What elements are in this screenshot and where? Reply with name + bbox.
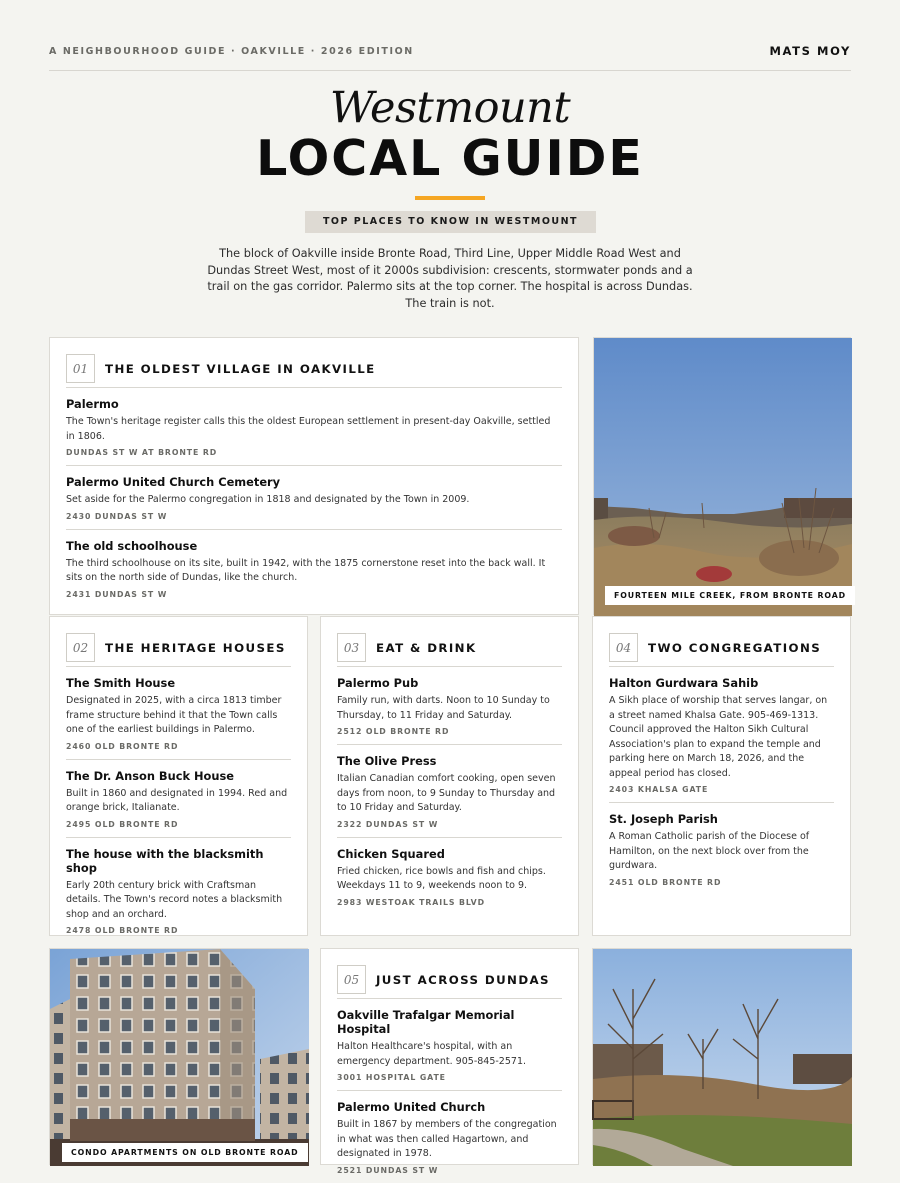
condo-photo bbox=[49, 948, 308, 1165]
entry-name: Oakville Trafalgar Memorial Hospital bbox=[337, 1008, 515, 1036]
section-number: 01 bbox=[66, 354, 95, 383]
list-item bbox=[609, 803, 834, 895]
trail-photo bbox=[592, 948, 851, 1165]
section-title: THE OLDEST VILLAGE IN OAKVILLE bbox=[105, 361, 376, 376]
entry-description: Early 20th century brick with Craftsman details. The Town's record notes a blacksmith shop and an orchard. bbox=[66, 879, 283, 920]
section-number: 04 bbox=[609, 633, 638, 662]
list-item bbox=[337, 667, 562, 745]
section-title: JUST ACROSS DUNDAS bbox=[376, 972, 550, 987]
section-title: TWO CONGREGATIONS bbox=[648, 640, 822, 655]
section-header bbox=[66, 350, 562, 388]
entry-name: The Dr. Anson Buck House bbox=[66, 768, 234, 783]
condo-image bbox=[50, 949, 309, 1166]
entry-name: The house with the blacksmith shop bbox=[66, 846, 264, 875]
section-number: 05 bbox=[337, 965, 366, 994]
entry-description: Fried chicken, rice bowls and fish and chips. Weekdays 11 to 9, weekends noon to 9. bbox=[337, 865, 546, 891]
creek-image bbox=[594, 338, 852, 616]
section-number: 03 bbox=[337, 633, 366, 662]
entry-address: 2521 DUNDAS ST W bbox=[337, 1165, 439, 1175]
entry-description: A Sikh place of worship that serves langar, on a street named Khalsa Gate. 905-469-1313. Council approved the Halton Sikh Cultural Association's plan to expand the temple and parking here on March 18, 2026, and the appeal period has closed. bbox=[609, 695, 828, 779]
entry-name: Palermo United Church bbox=[337, 1100, 486, 1114]
list-item bbox=[337, 745, 562, 838]
photo-caption: FOURTEEN MILE CREEK, FROM BRONTE ROAD bbox=[605, 586, 855, 605]
list-item bbox=[66, 530, 562, 607]
list-item bbox=[66, 667, 291, 760]
entry-description: Italian Canadian comfort cooking, open seven days from noon, to 9 Sunday to Thursday and to 10 Friday and Saturday. bbox=[337, 773, 556, 813]
entry-address: 2512 OLD BRONTE RD bbox=[337, 727, 450, 736]
section-title: EAT & DRINK bbox=[376, 640, 477, 655]
creek-photo bbox=[593, 337, 851, 615]
section-card-03 bbox=[320, 616, 579, 936]
entry-description: The Town's heritage register calls this the oldest European settlement in present-day Oakville, settled in 1806. bbox=[66, 416, 551, 442]
entry-address: 2431 DUNDAS ST W bbox=[66, 589, 168, 599]
edition-label: A NEIGHBOURHOOD GUIDE · OAKVILLE · 2026 EDITION bbox=[49, 46, 414, 57]
list-item bbox=[609, 667, 834, 803]
section-card-05 bbox=[320, 948, 579, 1175]
entry-address: 2983 WESTOAK TRAILS BLVD bbox=[337, 897, 485, 907]
list-item bbox=[337, 1091, 562, 1183]
list-item bbox=[337, 838, 562, 915]
top-bar bbox=[49, 44, 851, 71]
script-title: Westmount bbox=[329, 83, 571, 133]
entry-description: A Roman Catholic parish of the Diocese of Hamilton, on the next block over from the gurdwara. bbox=[609, 831, 810, 871]
brand-name[interactable]: MATS MOY bbox=[769, 44, 851, 58]
section-header bbox=[609, 629, 834, 667]
entry-name: Chicken Squared bbox=[337, 846, 445, 861]
entry-description: The third schoolhouse on its site, built in 1942, with the 1875 cornerstone reset into the back wall. It sits on the north side of Dundas, like the church. bbox=[66, 557, 546, 583]
entry-name: Halton Gurdwara Sahib bbox=[609, 676, 759, 690]
entry-name: Palermo bbox=[66, 397, 119, 411]
section-header bbox=[337, 629, 562, 667]
entry-address: 2322 DUNDAS ST W bbox=[337, 819, 439, 829]
list-item bbox=[66, 466, 562, 530]
entry-description: Halton Healthcare's hospital, with an emergency department. 905-845-2571. bbox=[337, 1041, 527, 1067]
entry-name: Palermo United Church Cemetery bbox=[66, 475, 281, 489]
entry-name: The old schoolhouse bbox=[66, 538, 198, 553]
section-title: THE HERITAGE HOUSES bbox=[105, 640, 286, 655]
section-header bbox=[337, 961, 562, 999]
section-card-04 bbox=[592, 616, 851, 936]
kicker-label: TOP PLACES TO KNOW IN WESTMOUNT bbox=[305, 211, 596, 233]
entry-name: The Olive Press bbox=[337, 754, 437, 768]
list-item bbox=[66, 838, 291, 944]
entry-address: 2478 OLD BRONTE RD bbox=[66, 926, 179, 935]
entry-description: Built in 1860 and designated in 1994. Red and orange brick, Italianate. bbox=[66, 787, 288, 813]
list-item bbox=[337, 999, 562, 1091]
entry-description: Set aside for the Palermo congregation in 1818 and designated by the Town in 2009. bbox=[66, 494, 470, 505]
entry-name: St. Joseph Parish bbox=[609, 812, 718, 826]
section-card-02 bbox=[49, 616, 308, 936]
intro-paragraph: The block of Oakville inside Bronte Road, Third Line, Upper Middle Road West and Dundas Street West, most of it 2000s subdivision: crescents, stormwater ponds and a trail on the gas corridor. Palermo sits at the top corner. The hospital is across Dundas. The train is not. bbox=[207, 247, 693, 310]
list-item bbox=[66, 760, 291, 838]
section-card-01 bbox=[49, 337, 579, 615]
entry-name: The Smith House bbox=[66, 676, 176, 690]
entry-address: 2451 OLD BRONTE RD bbox=[609, 877, 722, 887]
entry-address: 3001 HOSPITAL GATE bbox=[337, 1073, 446, 1082]
entry-address: 2430 DUNDAS ST W bbox=[66, 511, 168, 521]
entry-address: 2460 OLD BRONTE RD bbox=[66, 741, 179, 751]
entry-address: DUNDAS ST W AT BRONTE RD bbox=[66, 448, 218, 457]
entry-name: Palermo Pub bbox=[337, 676, 419, 690]
entry-description: Built in 1867 by members of the congregation in what was then called Hagartown, and designated in 1978. bbox=[337, 1119, 557, 1159]
page-title: LOCAL GUIDE bbox=[256, 130, 644, 187]
entry-description: Designated in 2025, with a circa 1813 timber frame structure behind it that the Town calls one of the earliest buildings in Palermo. bbox=[66, 695, 282, 735]
photo-caption: CONDO APARTMENTS ON OLD BRONTE ROAD bbox=[62, 1143, 308, 1162]
section-header bbox=[66, 629, 291, 667]
trail-image bbox=[593, 949, 852, 1166]
entry-description: Family run, with darts. Noon to 10 Sunday to Thursday, to 11 Friday and Saturday. bbox=[337, 695, 550, 721]
accent-rule bbox=[415, 196, 485, 200]
entry-address: 2403 KHALSA GATE bbox=[609, 785, 709, 794]
list-item bbox=[66, 388, 562, 466]
entry-address: 2495 OLD BRONTE RD bbox=[66, 819, 179, 829]
section-number: 02 bbox=[66, 633, 95, 662]
